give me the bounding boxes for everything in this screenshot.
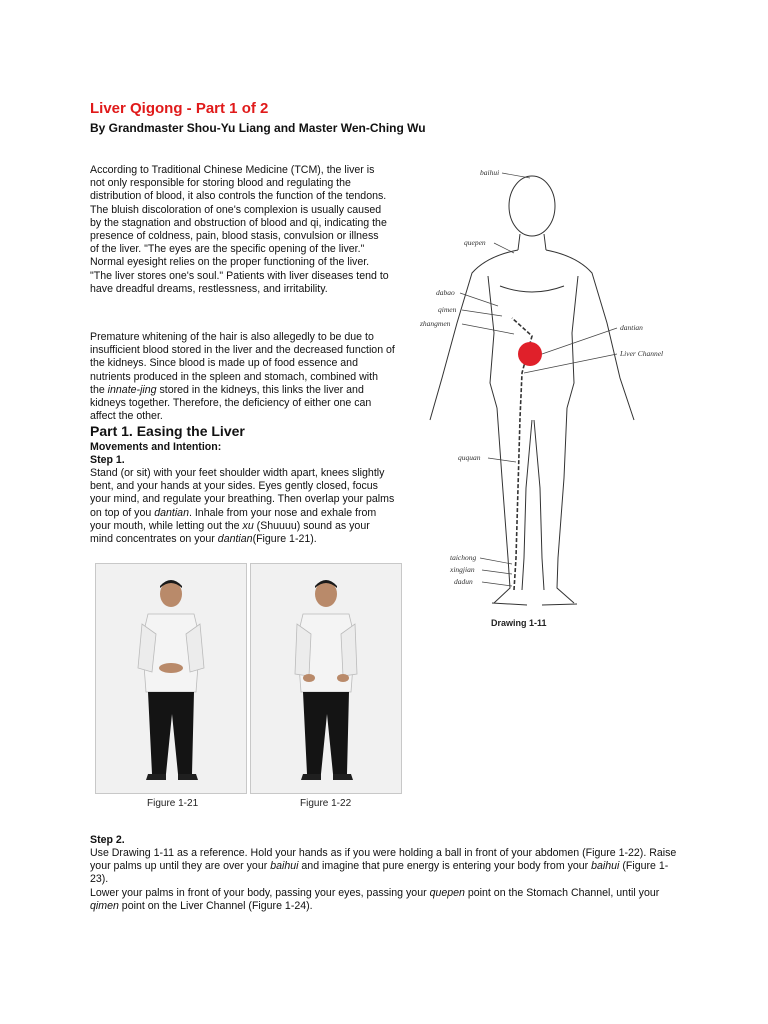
label-dabao: dabao	[436, 288, 455, 297]
intro-paragraph: According to Traditional Chinese Medicine (TCM), the liver is not only responsible for storing blood and regulating the distribution of blood, it also controls the function of the tendons. The bluish discoloration of one's complexion is usually caused by the stagnation and obstruction of blood and qi, indicating the presence of coldness, pain, blood stasis, convulsion or illness of the liver. "The eyes are the specific opening of the liver." Normal eyesight relies on the proper functioning of the liver. "The liver stores one's soul." Patients with liver diseases tend to have dreadful dreams, restlessness, and irritability.	[90, 164, 389, 295]
liver-channel-drawing	[402, 158, 692, 638]
right-leg-inner	[534, 420, 544, 590]
right-arm-outline	[546, 250, 634, 420]
baihui-leader	[502, 173, 530, 178]
left-leg-inner	[522, 420, 532, 590]
feet-outline	[492, 603, 577, 605]
xingjian-leader	[482, 570, 512, 574]
step2-paragraph-1	[90, 847, 680, 887]
figure-1-22-photo	[250, 563, 402, 794]
step2-text-5: point on the Stomach Channel, until your	[464, 887, 660, 899]
figure-1-21-photo	[95, 563, 247, 794]
label-dantian: dantian	[620, 323, 643, 332]
premature-text-2: stored in the kidneys, this links the liver and kidneys together. Therefore, the deficiency of either one can affect the other.	[90, 383, 372, 423]
label-taichong: taichong	[450, 553, 477, 562]
step2-text-3: (Figure 1-23).	[90, 860, 669, 886]
label-qimen: qimen	[438, 305, 457, 314]
step1-label: Step 1.	[90, 454, 125, 466]
zhangmen-leader	[462, 324, 514, 334]
label-liver-channel: Liver Channel	[620, 349, 664, 358]
label-baihui: baihui	[480, 168, 500, 177]
person-figure-21	[96, 564, 246, 793]
pants	[303, 692, 349, 774]
label-zhangmen: zhangmen	[420, 319, 451, 328]
qimen-term: qimen	[90, 900, 119, 913]
dantian-term-2: dantian	[217, 533, 253, 546]
step2-text-6: point on the Liver Channel (Figure 1-24).	[118, 900, 313, 913]
article-byline: By Grandmaster Shou-Yu Liang and Master Wen-Ching Wu	[90, 121, 426, 135]
quepen-leader	[494, 243, 514, 253]
right-hand	[337, 674, 349, 682]
shoes	[146, 774, 198, 780]
dadun-leader	[482, 582, 512, 586]
innate-jing-term: innate-jing	[107, 383, 157, 396]
shoes	[301, 774, 353, 780]
hands	[159, 663, 183, 673]
dantian-point	[518, 342, 542, 366]
taichong-leader	[480, 558, 512, 564]
figure-1-22-caption: Figure 1-22	[300, 798, 352, 809]
premature-paragraph	[90, 331, 395, 423]
step1-text-4: (Figure 1-21).	[252, 533, 317, 546]
right-leg-outer	[557, 408, 574, 603]
step2-text-2: and imagine that pure energy is entering your body from your	[298, 860, 592, 873]
label-dadun: dadun	[454, 577, 473, 586]
chest-line	[500, 286, 564, 292]
step2-text-1: Use Drawing 1-11 as a reference. Hold your hands as if you were holding a ball in front of your abdomen (Figure 1-22). Raise your palms up until they are over your	[90, 847, 677, 873]
step2-label: Step 2.	[90, 834, 125, 846]
dantian-leader	[542, 328, 617, 354]
xu-term: xu	[242, 519, 254, 532]
label-ququan: ququan	[458, 453, 481, 462]
quepen-term: quepen	[429, 887, 465, 899]
pants	[148, 692, 194, 774]
person-figure-22	[251, 564, 401, 793]
baihui-term: baihui	[270, 860, 299, 873]
section-heading: Part 1. Easing the Liver	[90, 423, 245, 439]
baihui-term-2: baihui	[591, 860, 620, 873]
torso-left	[488, 276, 497, 408]
figure-1-21-caption: Figure 1-21	[147, 798, 199, 809]
step1-text-3: (Shuuuu) sound as your mind concentrates on your	[90, 519, 370, 546]
article-title: Liver Qigong - Part 1 of 2	[90, 100, 269, 117]
head-outline	[509, 176, 555, 236]
qimen-leader	[462, 310, 502, 316]
label-xingjian: xingjian	[450, 565, 475, 574]
dabao-leader	[460, 293, 498, 306]
body-figure	[402, 158, 692, 638]
step2-text-4: Lower your palms in front of your body, passing your eyes, passing your	[90, 887, 430, 899]
body-outline	[430, 176, 634, 605]
step1-text-2: . Inhale from your nose and exhale from your mouth, while letting out the	[90, 506, 377, 532]
left-hand	[303, 674, 315, 682]
ququan-leader	[488, 458, 516, 462]
label-quepen: quepen	[464, 238, 486, 247]
step2-paragraph-2	[90, 887, 680, 913]
drawing-caption: Drawing 1-11	[491, 618, 547, 628]
premature-text-1: Premature whitening of the hair is also allegedly to be due to insufficient blood stored in the liver and the decreased function of the kidneys. Since blood is made up of food essence and nutrients produced in the spleen and stomach, combined with the	[90, 331, 395, 396]
dantian-term: dantian	[154, 506, 189, 519]
step1-paragraph	[90, 467, 395, 546]
left-arm-outline	[430, 250, 518, 420]
step1-text-1: Stand (or sit) with your feet shoulder width apart, knees slightly bent, and your hands at your sides. Eyes gently closed, focus your mind, and regulate your breathing. Then overlap your palms on top of you	[90, 467, 395, 519]
movements-subheading: Movements and Intention:	[90, 441, 222, 453]
